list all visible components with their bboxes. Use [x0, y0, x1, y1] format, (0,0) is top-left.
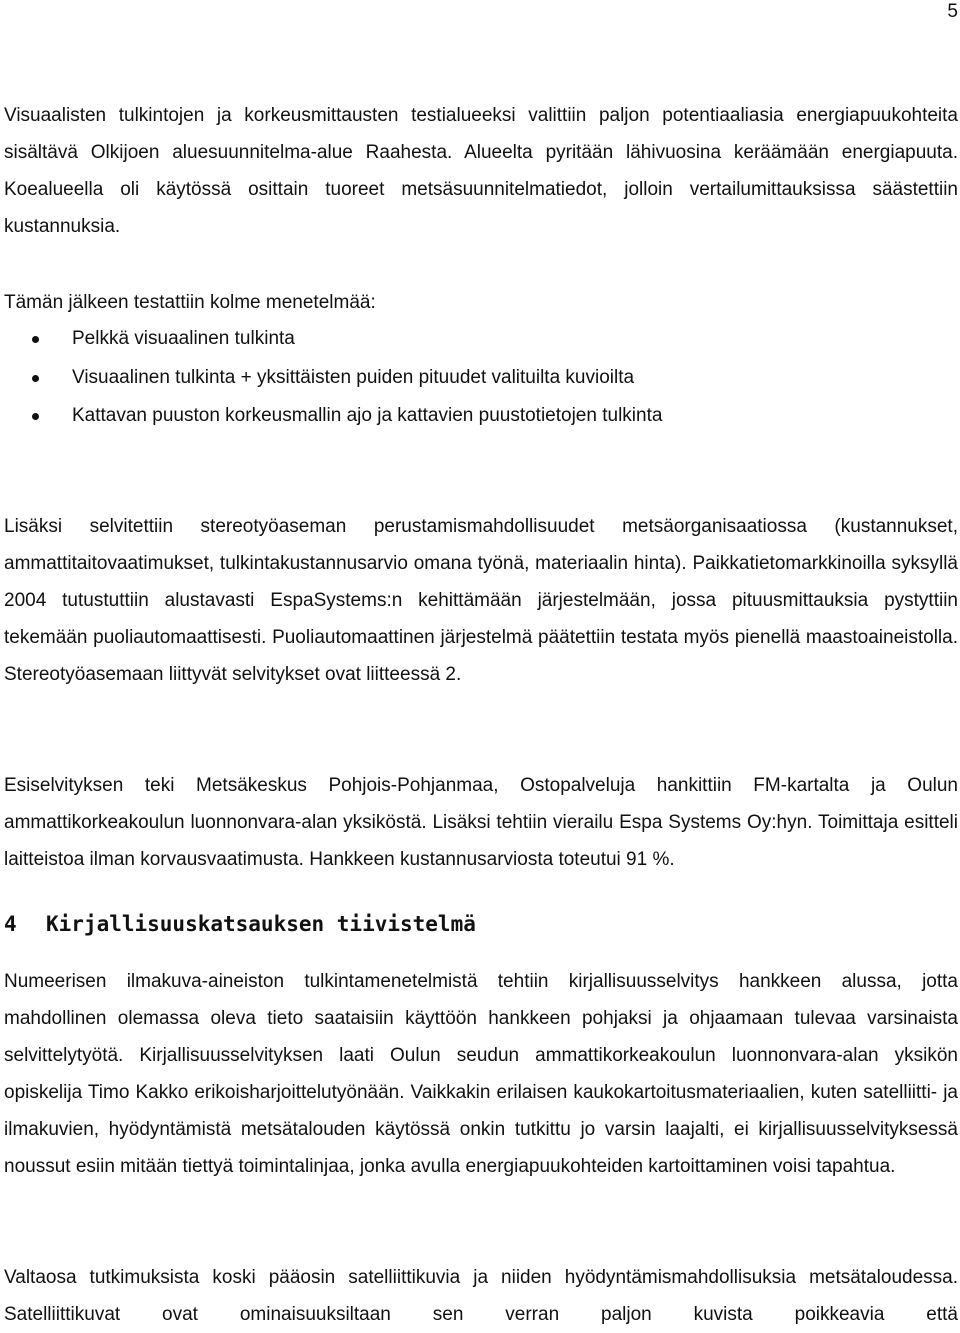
section-number: 4: [4, 912, 17, 936]
list-item-label: Kattavan puuston korkeusmallin ajo ja kattavien puustotietojen tulkinta: [72, 405, 663, 426]
bullet-icon: [32, 336, 39, 343]
methods-list: [0, 320, 662, 436]
list-item-label: Pelkkä visuaalinen tulkinta: [72, 328, 295, 349]
list-item: [0, 320, 662, 359]
paragraph-test-area: Visuaalisten tulkintojen ja korkeusmittausten testialueeksi valittiin paljon potentiaaliasia energiapuukohteita sisältävä Olkijoen aluesuunnitelma-alue Raahesta. Alueelta pyritään lähivuosina keräämään energiapuuta. Koealueella oli käytössä osittain tuoreet metsäsuunnitelmatiedot, jolloin vertailumittauksissa säästettiin kustannuksia.: [4, 105, 958, 237]
methods-intro: Tämän jälkeen testattiin kolme menetelmää:: [4, 292, 376, 313]
list-item: [0, 397, 662, 436]
paragraph-stereo-workstation: Lisäksi selvitettiin stereotyöaseman perustamismahdollisuudet metsäorganisaatiossa (kustannukset, ammattitaitovaatimukset, tulkintakustannusarvio omana työnä, materiaalin hinta). Paikkatietomarkkinoilla syksyllä 2004 tutustuttiin alustavasti EspaSystems:n kehittämään järjestelmään, jossa pituusmittauksia pystyttiin tekemään puoliautomaattisesti. Puoliautomaattinen järjestelmä päätettiin testata myös pienellä maastoaineistolla. Stereotyöasemaan liittyvät selvitykset ovat liitteessä 2.: [4, 516, 958, 685]
bullet-icon: [32, 413, 39, 420]
bullet-icon: [32, 375, 39, 382]
paragraph-preliminary-study: Esiselvityksen teki Metsäkeskus Pohjois-Pohjanmaa, Ostopalveluja hankittiin FM-kartalta ja Oulun ammattikorkeakoulun luonnonvara-alan yksiköstä. Lisäksi tehtiin vierailu Espa Systems Oy:hyn. Toimittaja esitteli laitteistoa ilman korvausvaatimusta. Hankkeen kustannusarviosta toteutui 91 %.: [4, 775, 958, 870]
page-number: 5: [947, 1, 958, 22]
list-item: [0, 359, 662, 398]
paragraph-satellite-studies: Valtaosa tutkimuksista koski pääosin satelliittikuvia ja niiden hyödyntämismahdollisuksia metsätaloudessa. Satelliittikuvat ovat ominaisuuksiltaan sen verran paljon kuvista poikkeavia että: [4, 1267, 958, 1325]
section-heading: [4, 906, 476, 942]
section-title: Kirjallisuuskatsauksen tiivistelmä: [46, 912, 476, 936]
paragraph-literature-review: Numeerisen ilmakuva-aineiston tulkintamenetelmistä tehtiin kirjallisuusselvitys hankkeen alussa, jotta mahdollinen olemassa oleva tieto saataisiin käyttöön hankkeen pohjaksi ja ohjaamaan tulevaa varsinaista selvittelytyötä. Kirjallisuusselvityksen laati Oulun seudun ammattikorkeakoulun luonnonvara-alan yksikön opiskelija Timo Kakko erikoisharjoittelutyönään. Vaikkakin erilaisen kaukokartoitusmateriaalien, kuten satelliitti- ja ilmakuvien, hyödyntämistä metsätalouden käytössä onkin tutkittu jo varsin laajalti, ei kirjallisuusselvityksessä noussut esiin mitään tiettyä toimintalinjaa, jonka avulla energiapuukohteiden kartoittaminen voisi tapahtua.: [4, 971, 958, 1177]
list-item-label: Visuaalinen tulkinta + yksittäisten puiden pituudet valituilta kuvioilta: [72, 366, 635, 388]
